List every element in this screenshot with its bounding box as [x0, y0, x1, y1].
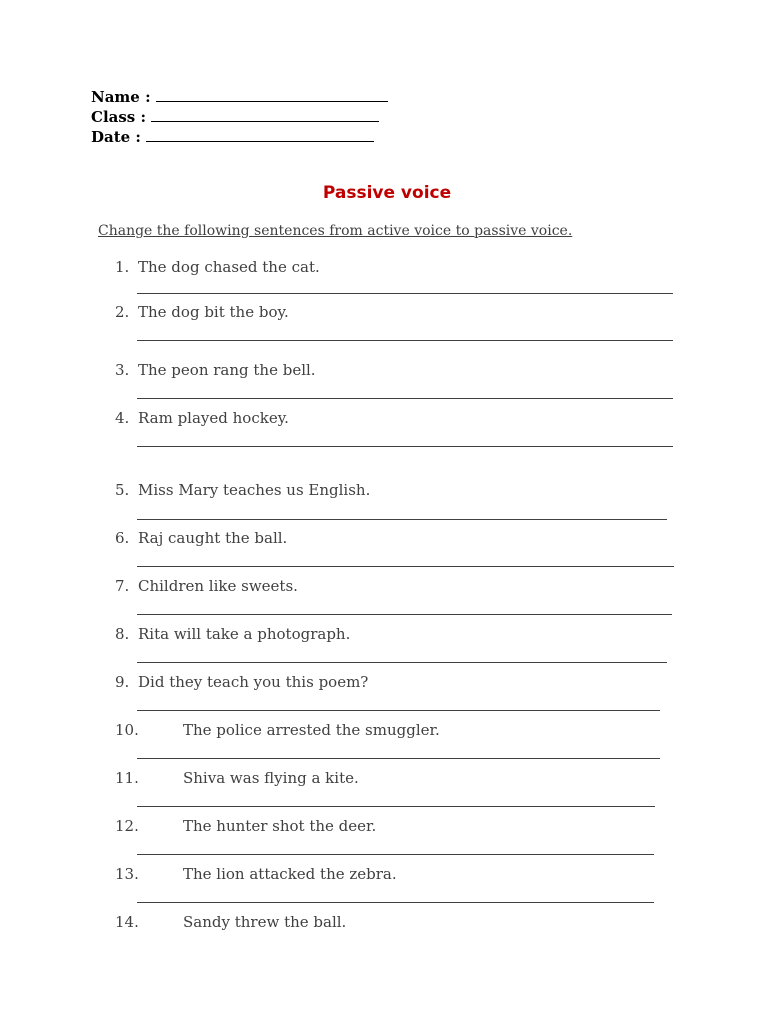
name-blank[interactable] — [156, 88, 388, 102]
question-text: Shiva was flying a kite. — [183, 769, 359, 787]
question-number: 13. — [115, 865, 139, 883]
answer-line[interactable] — [137, 758, 660, 759]
question-number: 11. — [115, 769, 139, 787]
answer-line[interactable] — [137, 519, 667, 520]
answer-line[interactable] — [137, 398, 673, 399]
answer-line[interactable] — [137, 902, 654, 903]
question-text: The police arrested the smuggler. — [183, 721, 440, 739]
answer-line[interactable] — [137, 806, 655, 807]
question-text: Raj caught the ball. — [138, 529, 288, 547]
question-text: Sandy threw the ball. — [183, 913, 347, 931]
answer-line[interactable] — [137, 614, 672, 615]
question-number: 1. — [115, 258, 130, 276]
question-number: 5. — [115, 481, 130, 499]
answer-line[interactable] — [137, 710, 660, 711]
class-row — [91, 107, 388, 127]
class-label: Class : — [91, 108, 147, 126]
date-label: Date : — [91, 128, 141, 146]
student-info-header — [91, 87, 388, 147]
question-number: 12. — [115, 817, 139, 835]
question-number: 14. — [115, 913, 139, 931]
question-number: 3. — [115, 361, 130, 379]
answer-line[interactable] — [137, 293, 673, 294]
answer-line[interactable] — [137, 446, 673, 447]
question-text: The dog bit the boy. — [138, 303, 289, 321]
answer-line[interactable] — [137, 854, 654, 855]
question-number: 9. — [115, 673, 130, 691]
question-number: 8. — [115, 625, 130, 643]
answer-line[interactable] — [137, 340, 673, 341]
answer-line[interactable] — [137, 662, 667, 663]
question-text: The hunter shot the deer. — [183, 817, 377, 835]
question-text: Rita will take a photograph. — [138, 625, 351, 643]
answer-line[interactable] — [137, 566, 674, 567]
question-text: Miss Mary teaches us English. — [138, 481, 371, 499]
name-label: Name : — [91, 88, 151, 106]
name-row — [91, 87, 388, 107]
question-text: Children like sweets. — [138, 577, 298, 595]
question-number: 2. — [115, 303, 130, 321]
date-blank[interactable] — [146, 128, 374, 142]
question-number: 10. — [115, 721, 139, 739]
question-text: The dog chased the cat. — [138, 258, 320, 276]
question-text: The lion attacked the zebra. — [183, 865, 397, 883]
question-text: Did they teach you this poem? — [138, 673, 369, 691]
question-text: Ram played hockey. — [138, 409, 289, 427]
question-number: 4. — [115, 409, 130, 427]
instruction-text: Change the following sentences from active voice to passive voice. — [98, 223, 573, 239]
date-row — [91, 127, 388, 147]
question-number: 6. — [115, 529, 130, 547]
page-title: Passive voice — [322, 183, 452, 203]
class-blank[interactable] — [151, 108, 379, 122]
question-text: The peon rang the bell. — [138, 361, 316, 379]
question-number: 7. — [115, 577, 130, 595]
